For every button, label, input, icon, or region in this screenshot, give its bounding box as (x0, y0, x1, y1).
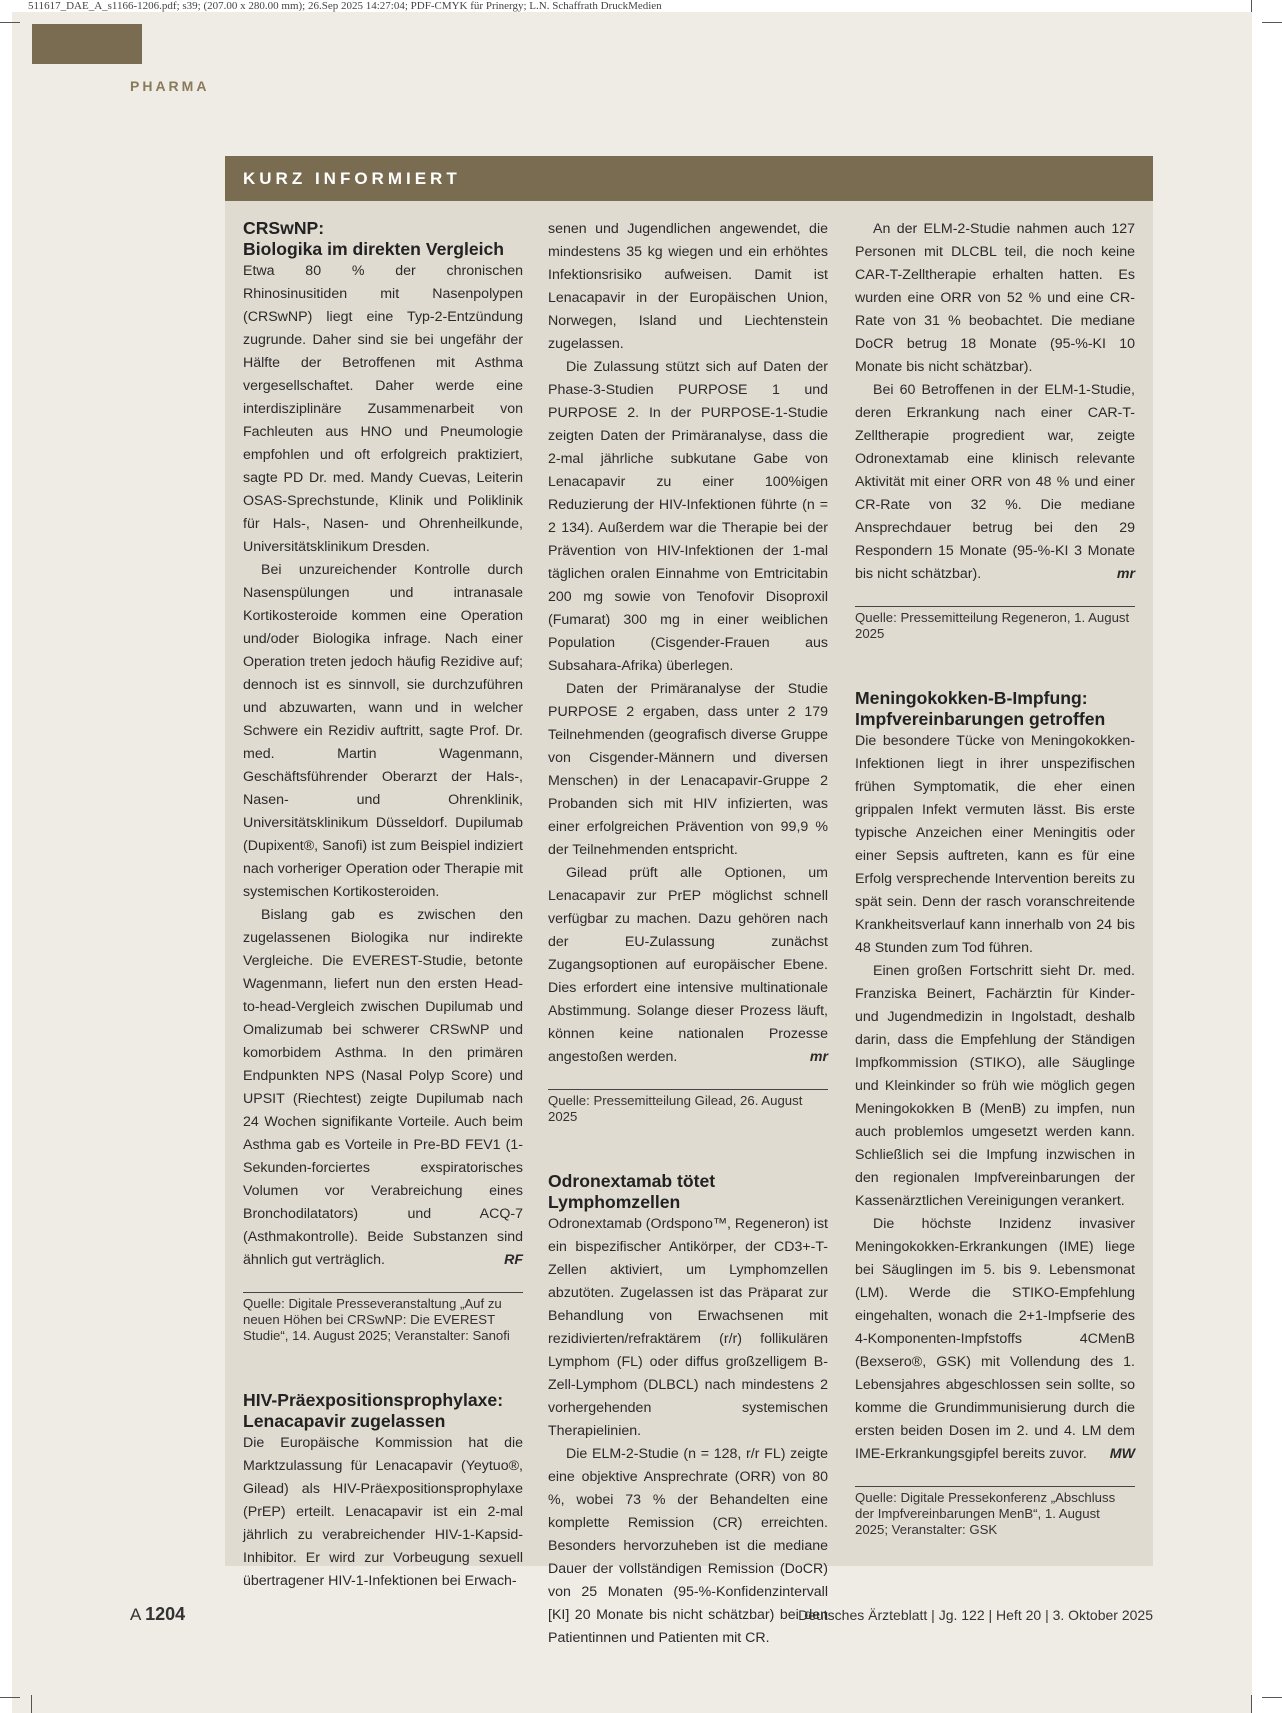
paragraph (855, 379, 1135, 586)
source-note: Quelle: Pressemitteilung Gilead, 26. August 2025 (548, 1089, 828, 1125)
section-rubric: PHARMA (130, 78, 210, 94)
article-title-line: CRSwNP: (243, 218, 325, 238)
page-number-value: 1204 (145, 1604, 186, 1624)
article-title-line: HIV-Präexpositionsprophylaxe: (243, 1390, 504, 1410)
author-initials: mr (809, 1049, 828, 1065)
paragraph (548, 862, 828, 1069)
article-title-line: Impfvereinbarungen getroffen (855, 709, 1106, 729)
source-note: Quelle: Digitale Pressekonferenz „Abschluss der Impfvereinbarungen MenB“, 1. August 2025; Veranstalter: GSK (855, 1486, 1135, 1538)
paragraph: Daten der Primäranalyse der Studie PURPOSE 2 ergaben, dass unter 2 179 Teilnehmenden (geografisch diverse Gruppe von Cisgender-Männern und diversen Menschen) in der Lenacapavir-Gruppe 2 Probanden sich mit HIV infizierten, was einer erfolgreichen Prävention von 99,9 % der Teilnehmenden entspricht. (548, 681, 828, 858)
article-title-line: Biologika im direkten Vergleich (243, 239, 505, 259)
article-gap (548, 1125, 828, 1171)
article-title-line: Lymphomzellen (548, 1192, 681, 1212)
info-box-title: KURZ INFORMIERT (243, 169, 461, 188)
article-gap (243, 1344, 523, 1390)
article-title-hiv-prep (243, 1390, 523, 1432)
paragraph: Die Europäische Kommission hat die Marktzulassung für Lenacapavir (Yeytuo®, Gilead) als HIV-Präexpositionsprophylaxe (PrEP) erteilt. Lenacapavir ist ein 2-mal jährlich zu verabreichender HIV-1-Kapsid-Inhibitor. Er wird zur Vorbeugung sexuell übertragener HIV-1-Infektionen bei Erwach- (243, 1435, 523, 1589)
crop-mark (31, 1695, 32, 1713)
source-note: Quelle: Pressemitteilung Regeneron, 1. August 2025 (855, 606, 1135, 642)
paragraph: Bei unzureichender Kontrolle durch Nasenspülungen und intranasale Kortikosteroide kommen eine Operation und/oder Biologika infrage. Nach einer Operation treten jedoch häufig Rezidive auf; dennoch ist es sinnvoll, sie durchzuführen und abzuwarten, wann und in welcher Schwere ein Rezidiv auftritt, sagte Prof. Dr. med. Martin Wagenmann, Geschäftsführender Oberarzt der Hals-, Nasen- und Ohrenklinik, Universitätsklinikum Düsseldorf. Dupilumab (Dupixent®, Sanofi) ist zum Beispiel indiziert nach vorheriger Operation oder Therapie mit systemischen Kortikosteroiden. (243, 562, 523, 900)
paragraph: Die ELM-2-Studie (n = 128, r/r FL) zeigte eine objektive Ansprechrate (ORR) von 80 %, wobei 73 % der Behandelten eine komplette Remission (CR) erreichten. Besonders hervorzuheben ist die mediane Dauer der vollständigen Remission (DoCR) von 25 Monaten (95-%-Konfidenzintervall [KI] 20 Monate bis nicht schätzbar) bei den Patientinnen und Patienten mit CR. (548, 1446, 828, 1646)
paragraph: Die besondere Tücke von Meningokokken-Infektionen liegt in ihrer unspezifischen frühen Symptomatik, die eher einen grippalen Infekt vermuten lässt. Bis erste typische Anzeichen einer Meningitis oder einer Sepsis auftreten, kann es für eine Erfolg versprechende Intervention bereits zu spät sein. Denn der rasch voranschreitende Krankheitsverlauf kann innerhalb von 24 bis 48 Stunden zum Tod führen. (855, 733, 1135, 956)
paragraph: Die Zulassung stützt sich auf Daten der Phase-3-Studien PURPOSE 1 und PURPOSE 2. In der PURPOSE-1-Studie zeigten Daten der Primäranalyse, dass die 2-mal jährliche subkutane Gabe von Lenacapavir zu einer 100%igen Reduzierung der HIV-Infektionen führte (n = 2 134). Außerdem war die Therapie bei der Prävention von HIV-Infektionen der 1-mal täglichen oralen Einnahme von Emtricitabin 200 mg sowie von Tenofovir Disoproxil (Fumarat) 300 mg in einer weiblichen Population (Cisgender-Frauen aus Subsahara-Afrika) überlegen. (548, 359, 828, 674)
article-title-line: Meningokokken-B-Impfung: (855, 688, 1088, 708)
crop-mark (0, 1697, 20, 1698)
paragraph: Odronextamab (Ordspono™, Regeneron) ist ein bispezifischer Antikörper, der CD3+-T-Zellen aktiviert, um Lymphomzellen abzutöten. Zugelassen ist das Präparat zur Behandlung von Erwachsenen mit rezidivierten/refraktärem (r/r) follikulären Lymphom (FL) oder diffus großzelligem B-Zell-Lymphom (DLBCL) nach mindestens 2 vorhergehenden systemischen Therapielinien. (548, 1216, 828, 1439)
column-1 (243, 218, 523, 1593)
paragraph: An der ELM-2-Studie nahmen auch 127 Personen mit DLCBL teil, die noch keine CAR-T-Zelltherapie erhalten hatten. Es wurden eine ORR von 52 % und eine CR-Rate von 31 % beobachtet. Die mediane DoCR betrug 18 Monate (95-%-KI 10 Monate bis nicht schätzbar). (855, 221, 1135, 375)
author-initials: mr (1116, 566, 1135, 582)
paragraph-text: Bislang gab es zwischen den zugelassenen Biologika nur indirekte Vergleiche. Die EVEREST-Studie, betonte Wagenmann, liefert nun den ersten Head-to-head-Vergleich zwischen Dupilumab und Omalizumab bei schwerer CRSwNP und komorbidem Asthma. In den primären Endpunkten NPS (Nasal Polyp Score) und UPSIT (Riechtest) zeigte Dupilumab nach 24 Wochen signifikante Vorteile. Auch beim Asthma gab es Vorteile in Pre-BD FEV1 (1-Sekunden-forciertes exspiratorisches Volumen vor Verabreichung eines Bronchodilatators) und ACQ-7 (Asthmakontrolle). Beide Substanzen sind ähnlich gut verträglich. (243, 907, 523, 1268)
crop-mark (1262, 22, 1282, 23)
article-gap (855, 642, 1135, 688)
source-note: Quelle: Digitale Presseveranstaltung „Auf zu neuen Höhen bei CRSwNP: Die EVEREST Studie“, 14. August 2025; Veranstalter: Sanofi (243, 1292, 523, 1344)
header-color-block (32, 24, 142, 64)
article-title-line: Lenacapavir zugelassen (243, 1411, 446, 1431)
crop-mark (1262, 1697, 1282, 1698)
crop-mark (1251, 0, 1252, 12)
article-title-crswnp (243, 218, 523, 260)
author-initials: MW (1109, 1446, 1135, 1462)
paragraph (855, 1213, 1135, 1466)
column-2 (548, 218, 828, 1650)
paragraph: Einen großen Fortschritt sieht Dr. med. Franziska Beinert, Fachärztin für Kinder- und Jugendmedizin in Ingolstadt, deshalb darin, dass die Empfehlung der Ständigen Impfkommission (STIKO), alle Säuglinge und Kleinkinder so früh wie möglich gegen Meningokokken B (MenB) zu impfen, nun auch problemlos umgesetzt werden kann. Schließlich sei die Impfung inzwischen in den regionalen Impfvereinbarungen der Kassenärztlichen Vereinigungen verankert. (855, 963, 1135, 1209)
page-number (130, 1604, 185, 1625)
article-title-odronextamab (548, 1171, 828, 1213)
journal-citation: Deutsches Ärzteblatt | Jg. 122 | Heft 20 | 3. Oktober 2025 (798, 1607, 1153, 1623)
paragraph: Etwa 80 % der chronischen Rhinosinusitiden mit Nasenpolypen (CRSwNP) liegt eine Typ-2-Entzündung zugrunde. Daher sind sie bei ungefähr der Hälfte der Betroffenen mit Asthma vergesellschaftet. Daher werde eine interdisziplinäre Zusammenarbeit von Fachleuten aus HNO und Pneumologie empfohlen und oft erfolgreich praktiziert, sagte PD Dr. med. Mandy Cuevas, Leiterin OSAS-Sprechstunde, Klinik und Poliklinik für Hals-, Nasen- und Ohrenheilkunde, Universitätsklinikum Dresden. (243, 263, 523, 555)
print-slug-line: 511617_DAE_A_s1166-1206.pdf; s39; (207.00 x 280.00 mm); 26.Sep 2025 14:27:04; PDF-CMYK für Prinergy; L.N. Schaffrath DruckMedien (28, 0, 662, 12)
paragraph: senen und Jugendlichen angewendet, die mindestens 35 kg wiegen und ein erhöhtes Infektionsrisiko aufweisen. Damit ist Lenacapavir in der Europäischen Union, Norwegen, Island und Liechtenstein zugelassen. (548, 221, 828, 352)
author-initials: RF (504, 1252, 523, 1268)
article-title-line: Odronextamab tötet (548, 1171, 716, 1191)
crop-mark (1251, 1695, 1252, 1713)
paragraph-text: Bei 60 Betroffenen in der ELM-1-Studie, deren Erkrankung nach einer CAR-T-Zelltherapie progredient war, zeigte Odronextamab eine klinisch relevante Aktivität mit einer ORR von 48 % und einer CR-Rate von 32 %. Die mediane Ansprechdauer betrug bei den 29 Respondern 15 Monate (95-%-KI 3 Monate bis nicht schätzbar). (855, 382, 1135, 582)
crop-mark (0, 22, 20, 23)
paragraph-text: Gilead prüft alle Optionen, um Lenacapavir zur PrEP möglichst schnell verfügbar zu machen. Dazu gehören nach der EU-Zulassung zunächst Zugangsoptionen auf europäischer Ebene. Dies erfordert eine intensive multinationale Abstimmung. Solange dieser Prozess läuft, können keine nationalen Prozesse angestoßen werden. (548, 865, 828, 1065)
info-box-header (225, 156, 1153, 201)
paragraph-text: Die höchste Inzidenz invasiver Meningokokken-Erkrankungen (IME) liege bei Säuglingen im 5. bis 9. Lebensmonat (LM). Werde die STIKO-Empfehlung eingehalten, wonach die 2+1-Impfserie des 4-Komponenten-Impfstoffs 4CMenB (Bexsero®, GSK) mit Vollendung des 1. Lebensjahres abgeschlossen sein sollte, so komme die Grundimmunisierung durch die ersten beiden Dosen im 2. und 4. LM dem IME-Erkrankungsgipfel bereits zuvor. (855, 1216, 1135, 1462)
column-3 (855, 218, 1135, 1538)
page-prefix: A (130, 1605, 141, 1624)
paragraph (243, 904, 523, 1272)
article-title-menb (855, 688, 1135, 730)
